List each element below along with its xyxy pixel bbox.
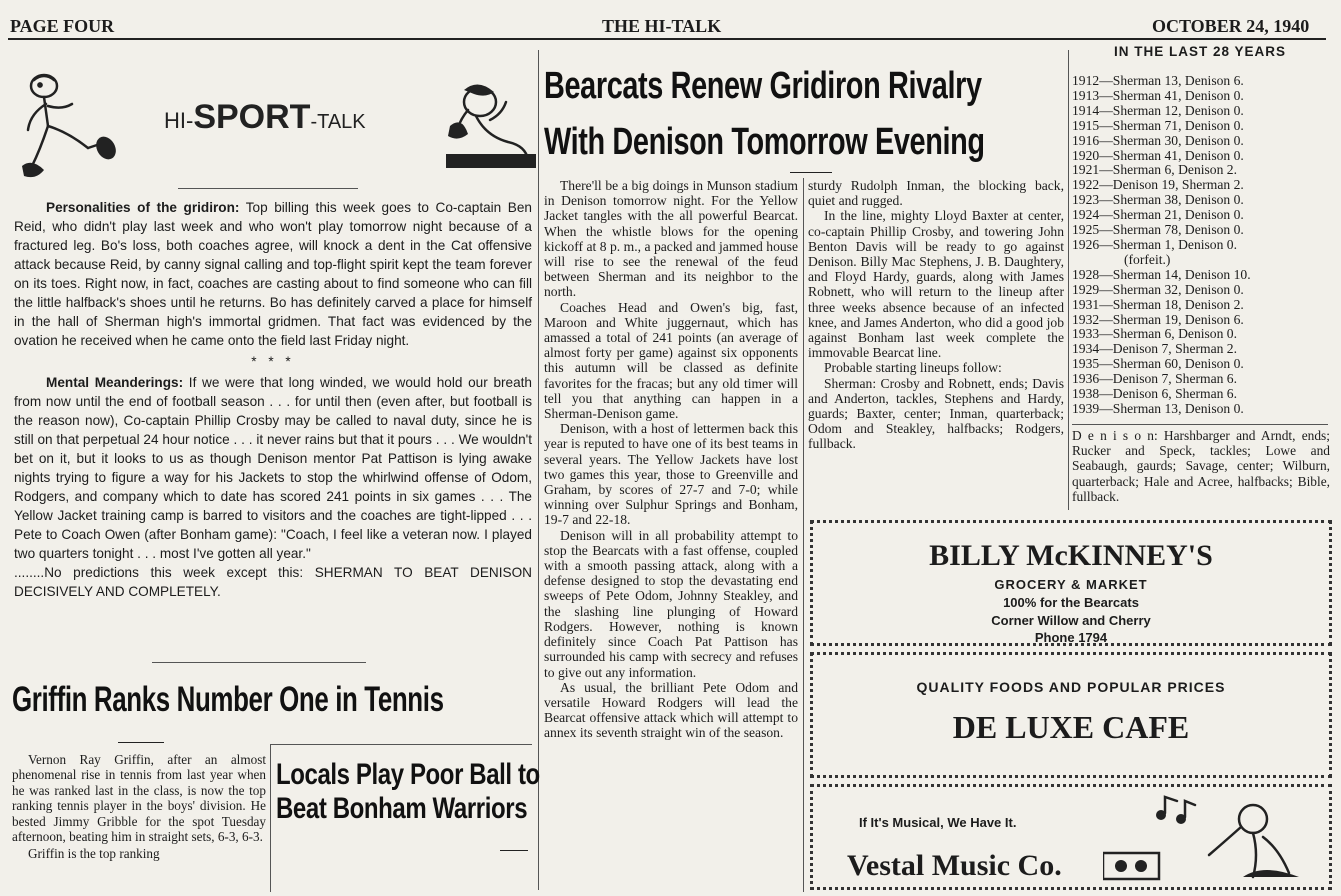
bearcats-left-paragraph: Coaches Head and Owen's big, fast, Maroon and White juggernaut, which has amassed a total of 241 points (an average of almost forty per game) against six opponents this autumn will be classed as definite favorites for the fracas; but any old timer will tell you that anything can happen in a Sherman-Denison game. <box>544 299 798 422</box>
record-row: 1933—Sherman 6, Denison 0. <box>1072 326 1237 342</box>
bearcats-right-paragraph: Probable starting lineups follow: <box>824 360 1002 376</box>
locals-dash <box>500 850 528 851</box>
sport-talk-rule <box>178 188 358 189</box>
bearcats-right-column <box>808 178 1064 452</box>
vestal-name: Vestal Music Co. <box>847 849 1062 882</box>
records-title: IN THE LAST 28 YEARS <box>1113 44 1287 59</box>
mckinney-line3: Corner Willow and Cherry <box>991 613 1151 628</box>
record-row: 1938—Denison 6, Sherman 6. <box>1072 386 1237 402</box>
bearcats-left-paragraph: As usual, the brilliant Pete Odom and versatile Howard Rodgers will lead the Bearcat offensive attack which will attempt to annex its seventh straight win of the season. <box>544 679 798 741</box>
record-row: 1923—Sherman 38, Denison 0. <box>1072 192 1244 208</box>
mckinney-line4: Phone 1794 <box>1034 630 1108 645</box>
bearcats-headline <box>544 58 985 170</box>
sport-talk-paragraph-2 <box>14 373 532 563</box>
mckinney-line1: GROCERY & MARKET <box>994 577 1148 592</box>
sport-talk-column <box>14 198 532 601</box>
bearcats-headline-line2: With Denison Tomorrow Evening <box>544 121 985 163</box>
record-row: 1924—Sherman 21, Denison 0. <box>1072 207 1244 223</box>
bearcats-left-column <box>544 178 798 741</box>
record-row: 1914—Sherman 12, Denison 0. <box>1072 102 1244 118</box>
records-rule <box>1072 424 1328 425</box>
record-row: 1931—Sherman 18, Denison 2. <box>1072 296 1244 312</box>
bearcats-left-paragraph: Denison will in all probability attempt to stop the Bearcats with a fast offense, coupled with a smooth passing attack, along with a defense designed to stop the devastating end sweeps of Pete Odom, Johnny Steakley, and the slashing line plunging of Howard Rodgers. However, nothing is known definitely since Coach Pat Pattison has surrounded his camp with secrecy and refuses to give out any information. <box>544 527 798 680</box>
record-row: 1922—Denison 19, Sherman 2. <box>1072 177 1244 193</box>
bearcats-right-paragraph: Sherman: Crosby and Robnett, ends; Davis and Anderton, tackles, Stephens and Hardy, guards; Baxter, center; Inman, quarterback; Odom and Steakley, halfbacks; Rodgers, fullback. <box>808 375 1064 452</box>
record-row: 1912—Sherman 13, Denison 6. <box>1072 73 1244 88</box>
locals-box-top <box>270 744 532 745</box>
record-row: 1926—Sherman 1, Denison 0. <box>1072 236 1237 252</box>
record-row: 1929—Sherman 32, Denison 0. <box>1072 281 1244 297</box>
bearcats-dash <box>790 172 832 173</box>
bearcats-left-paragraph: There'll be a big doings in Munson stadium in Denison tomorrow night. For the Yellow Jacket tangles with the all powerful Bearcat. When the whistle blows for the opening kickoff at 8 p. m., a packed and jammed house will rise to see the renewal of the feud between Sherman and its neighbor to the north. <box>544 178 798 300</box>
locals-headline: Locals Play Poor Ball to Beat Bonham Warriors <box>276 758 540 825</box>
page-number: PAGE FOUR <box>10 16 115 36</box>
sport-talk-paragraph-1 <box>14 198 532 350</box>
records-list <box>1072 74 1328 417</box>
record-row: (forfeit.) <box>1124 251 1171 267</box>
record-row: 1936—Denison 7, Sherman 6. <box>1072 371 1237 387</box>
seated-fan-cartoon-icon <box>446 80 538 170</box>
section-separator: * * * <box>251 354 295 369</box>
vestal-tagline: If It's Musical, We Have It. <box>859 815 1017 830</box>
issue-date: OCTOBER 24, 1940 <box>1152 16 1310 36</box>
record-row: 1913—Sherman 41, Denison 0. <box>1072 87 1244 103</box>
record-row: 1925—Sherman 78, Denison 0. <box>1072 222 1244 238</box>
mckinney-line2: 100% for the Bearcats <box>1003 595 1139 610</box>
sport-talk-paragraph-3: ........No predictions this week except this: SHERMAN TO BEAT DENISON DECISIVELY AND COMPLETELY. <box>14 565 532 599</box>
musician-cartoon-icon <box>1103 793 1303 883</box>
record-row: 1928—Sherman 14, Denison 10. <box>1072 266 1251 282</box>
sport-talk-p2-lead: Mental Meanderings: <box>46 375 184 390</box>
cafe-name: DE LUXE CAFE <box>952 709 1190 745</box>
bearcats-right-paragraph: In the line, mighty Lloyd Baxter at center, co-captain Phillip Crosby, and towering John Benton Davis will be ready to go against Denison. Billy Mac Stephens, J. B. Daughtery, and Floyd Hardy, guards, along with James Robnett, who will return to the lineup after three weeks absence because of an infected knee, and James Anderton, who did a good job against Bonham last week complete the immovable Bearcat line. <box>808 208 1064 361</box>
mckinney-name: BILLY McKINNEY'S <box>929 539 1213 572</box>
tennis-cutoff: Griffin is the top ranking <box>28 846 160 862</box>
tennis-headline: Griffin Ranks Number One in Tennis <box>12 680 444 719</box>
record-row: 1920—Sherman 41, Denison 0. <box>1072 147 1244 163</box>
masthead-rule <box>8 38 1326 40</box>
football-player-cartoon-icon <box>18 70 118 182</box>
logo-main: SPORT <box>193 98 311 136</box>
tennis-body: Vernon Ray Griffin, after an almost phenomenal rise in tennis from last year when he was ranked last in the class, is now the top ranking tennis player in the boys' division. He bested Jimmy Gribble for the spot Tuesday afternoon, beating him in straight sets, 6-3, 6-3. <box>12 752 266 845</box>
denison-lineup: D e n i s o n: Harshbarger and Arndt, ends; Rucker and Speck, tackles; Lowe and Seabaugh, gaurds; Savage, center; Wilburn, quarterback; Hale and Acree, halfbacks; Bible, fullback. <box>1072 428 1330 504</box>
record-row: 1915—Sherman 71, Denison 0. <box>1072 117 1244 133</box>
sport-talk-p1-body: Top billing this week goes to Co-captain Ben Reid, who didn't play last week and who won't play tomorrow night because of a fractured leg. Bo's loss, both coaches agree, will knock a dent in the Cat offensive attack because Reid, by canny signal calling and top-flight spirit kept the team forever on its toes. Right now, in fact, coaches are casting about to find someone who can fill the little halfback's shoes until he returns. Bo has definitely carved a place for himself in the hall of Sherman high's immortal gridmen. That fact was evidenced by the ovation he received when he came onto the field last Friday night. <box>14 200 532 348</box>
record-row: 1939—Sherman 13, Denison 0. <box>1072 400 1244 416</box>
tennis-rule-top <box>152 662 366 663</box>
record-row: 1934—Denison 7, Sherman 2. <box>1072 341 1237 357</box>
vestal-ad <box>810 784 1332 890</box>
paper-title: THE HI-TALK <box>602 16 722 36</box>
sport-talk-p1-lead: Personalities of the gridiron: <box>46 200 240 215</box>
sport-talk-p2-body: If we were that long winded, we would hold our breath from now until the end of football season . . . for until then (even after, but football is the reason now), Co-captain Phillip Crosby may be called to naval duty, since he is still on that perpetual 24 hour notice . . . it never rains but that it pours . . . We wouldn't bet on it, but it looks to us as though Denison mentor Pat Pattison is lying awake nights trying to figure a way for his Jackets to stop the whirlwind offense of Odom, Rodgers, and company which to date has scored 241 points in six games . . . The Yellow Jacket training camp is barred to visitors and the coaches are tight-lipped . . . Pete to Coach Owen (after Bonham game): "Coach, I feel like a veteran now. I played two quarters tonight . . . most I've gotten all year." <box>14 375 532 561</box>
tennis-story <box>12 752 266 862</box>
bearcats-inner-divider <box>803 178 804 892</box>
record-row: 1935—Sherman 60, Denison 0. <box>1072 356 1244 372</box>
logo-prefix: HI- <box>164 108 194 133</box>
cafe-tagline: QUALITY FOODS AND POPULAR PRICES <box>916 679 1226 695</box>
sport-talk-logo <box>164 98 366 137</box>
record-row: 1916—Sherman 30, Denison 0. <box>1072 132 1244 148</box>
column-divider-2 <box>1068 50 1069 510</box>
locals-box-rule <box>270 744 271 892</box>
bearcats-headline-line1: Bearcats Renew Gridiron Rivalry <box>544 65 982 107</box>
record-row: 1921—Sherman 6, Denison 2. <box>1072 162 1237 178</box>
tennis-dash <box>118 742 164 743</box>
bearcats-right-paragraph: sturdy Rudolph Inman, the blocking back, quiet and rugged. <box>808 178 1064 209</box>
record-row: 1932—Sherman 19, Denison 6. <box>1072 311 1244 327</box>
cafe-ad <box>810 652 1332 778</box>
mckinney-ad <box>810 520 1332 646</box>
bearcats-left-paragraph: Denison, with a host of lettermen back this year is reputed to have one of its best teams in several years. The Yellow Jackets have lost two games this year, those to Greenville and Graham, by scores of 27-7 and 7-0; while winning over Sulphur Springs and Bonham, 19-7 and 22-18. <box>544 421 798 528</box>
logo-suffix: -TALK <box>310 111 366 133</box>
